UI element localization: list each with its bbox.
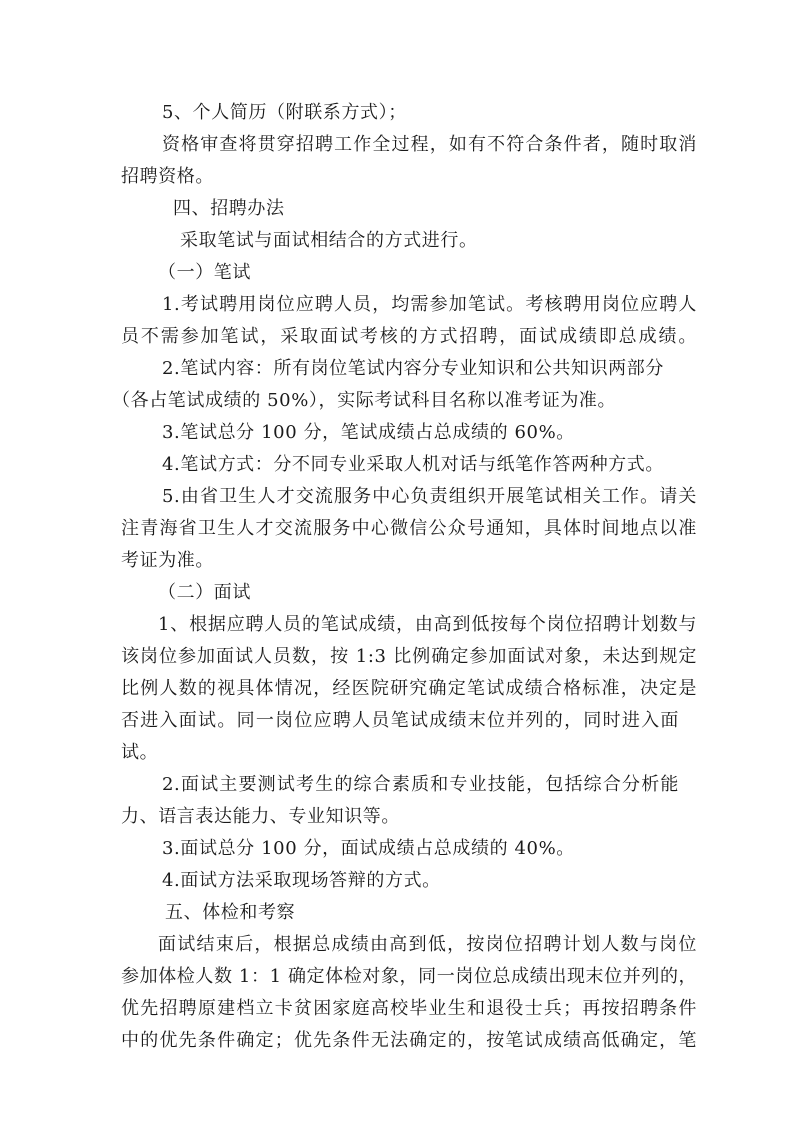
paragraph-line: 该岗位参加面试人员数，按 1:3 比例确定参加面试对象，未达到规定 (121, 646, 697, 667)
list-item: 2.面试主要测试考生的综合素质和专业技能，包括综合分析能 (162, 774, 679, 795)
paragraph-line: 注青海省卫生人才交流服务中心微信公众号通知，具体时间地点以准 (121, 518, 697, 539)
subsection-heading-interview: （二）面试 (158, 582, 251, 603)
list-item: 4.面试方法采取现场答辩的方式。 (162, 870, 441, 891)
list-item: 5.由省卫生人才交流服务中心负责组织开展笔试相关工作。请关 (162, 486, 697, 507)
section-heading-methods: 四、招聘办法 (173, 198, 285, 219)
list-item: 1.考试聘用岗位应聘人员，均需参加笔试。考核聘用岗位应聘人 (162, 294, 697, 315)
list-item: 3.笔试总分 100 分，笔试成绩占总成绩的 60%。 (162, 422, 575, 443)
paragraph-line: 参加体检人数 1：1 确定体检对象，同一岗位总成绩出现末位并列的， (121, 966, 698, 987)
paragraph-line: （各占笔试成绩的 50%），实际考试科目名称以准考证为准。 (112, 390, 617, 411)
paragraph-line: 力、语言表达能力、专业知识等。 (121, 806, 400, 827)
paragraph-line: 否进入面试。同一岗位应聘人员笔试成绩末位并列的，同时进入面 (121, 710, 679, 731)
list-item: 4.笔试方式：分不同专业采取人机对话与纸笔作答两种方式。 (162, 454, 664, 475)
list-item-resume: 5、个人简历（附联系方式）； (162, 102, 407, 123)
section-heading-physical-exam: 五、体检和考察 (165, 902, 296, 923)
paragraph-line: 采取笔试与面试相结合的方式进行。 (180, 230, 478, 251)
subsection-heading-written-exam: （一）笔试 (158, 262, 251, 283)
list-item: 3.面试总分 100 分，面试成绩占总成绩的 40%。 (162, 838, 575, 859)
paragraph-line: 比例人数的视具体情况，经医院研究确定笔试成绩合格标准，决定是 (121, 678, 697, 699)
paragraph-line: 招聘资格。 (121, 166, 214, 187)
paragraph-line: 优先招聘原建档立卡贫困家庭高校毕业生和退役士兵；再按招聘条件 (121, 998, 697, 1019)
paragraph-line: 员不需参加笔试，采取面试考核的方式招聘，面试成绩即总成绩。 (121, 326, 697, 347)
paragraph-line: 资格审查将贯穿招聘工作全过程，如有不符合条件者，随时取消 (162, 134, 697, 155)
paragraph-line: 试。 (121, 742, 159, 763)
list-item: 2.笔试内容：所有岗位笔试内容分专业知识和公共知识两部分 (162, 358, 664, 379)
paragraph-line: 面试结束后，根据总成绩由高到低，按岗位招聘计划人数与岗位 (158, 934, 697, 955)
paragraph-line: 考证为准。 (121, 550, 214, 571)
list-item: 1、根据应聘人员的笔试成绩，由高到低按每个岗位招聘计划数与 (158, 614, 697, 635)
paragraph-line: 中的优先条件确定；优先条件无法确定的，按笔试成绩高低确定，笔 (121, 1030, 697, 1051)
